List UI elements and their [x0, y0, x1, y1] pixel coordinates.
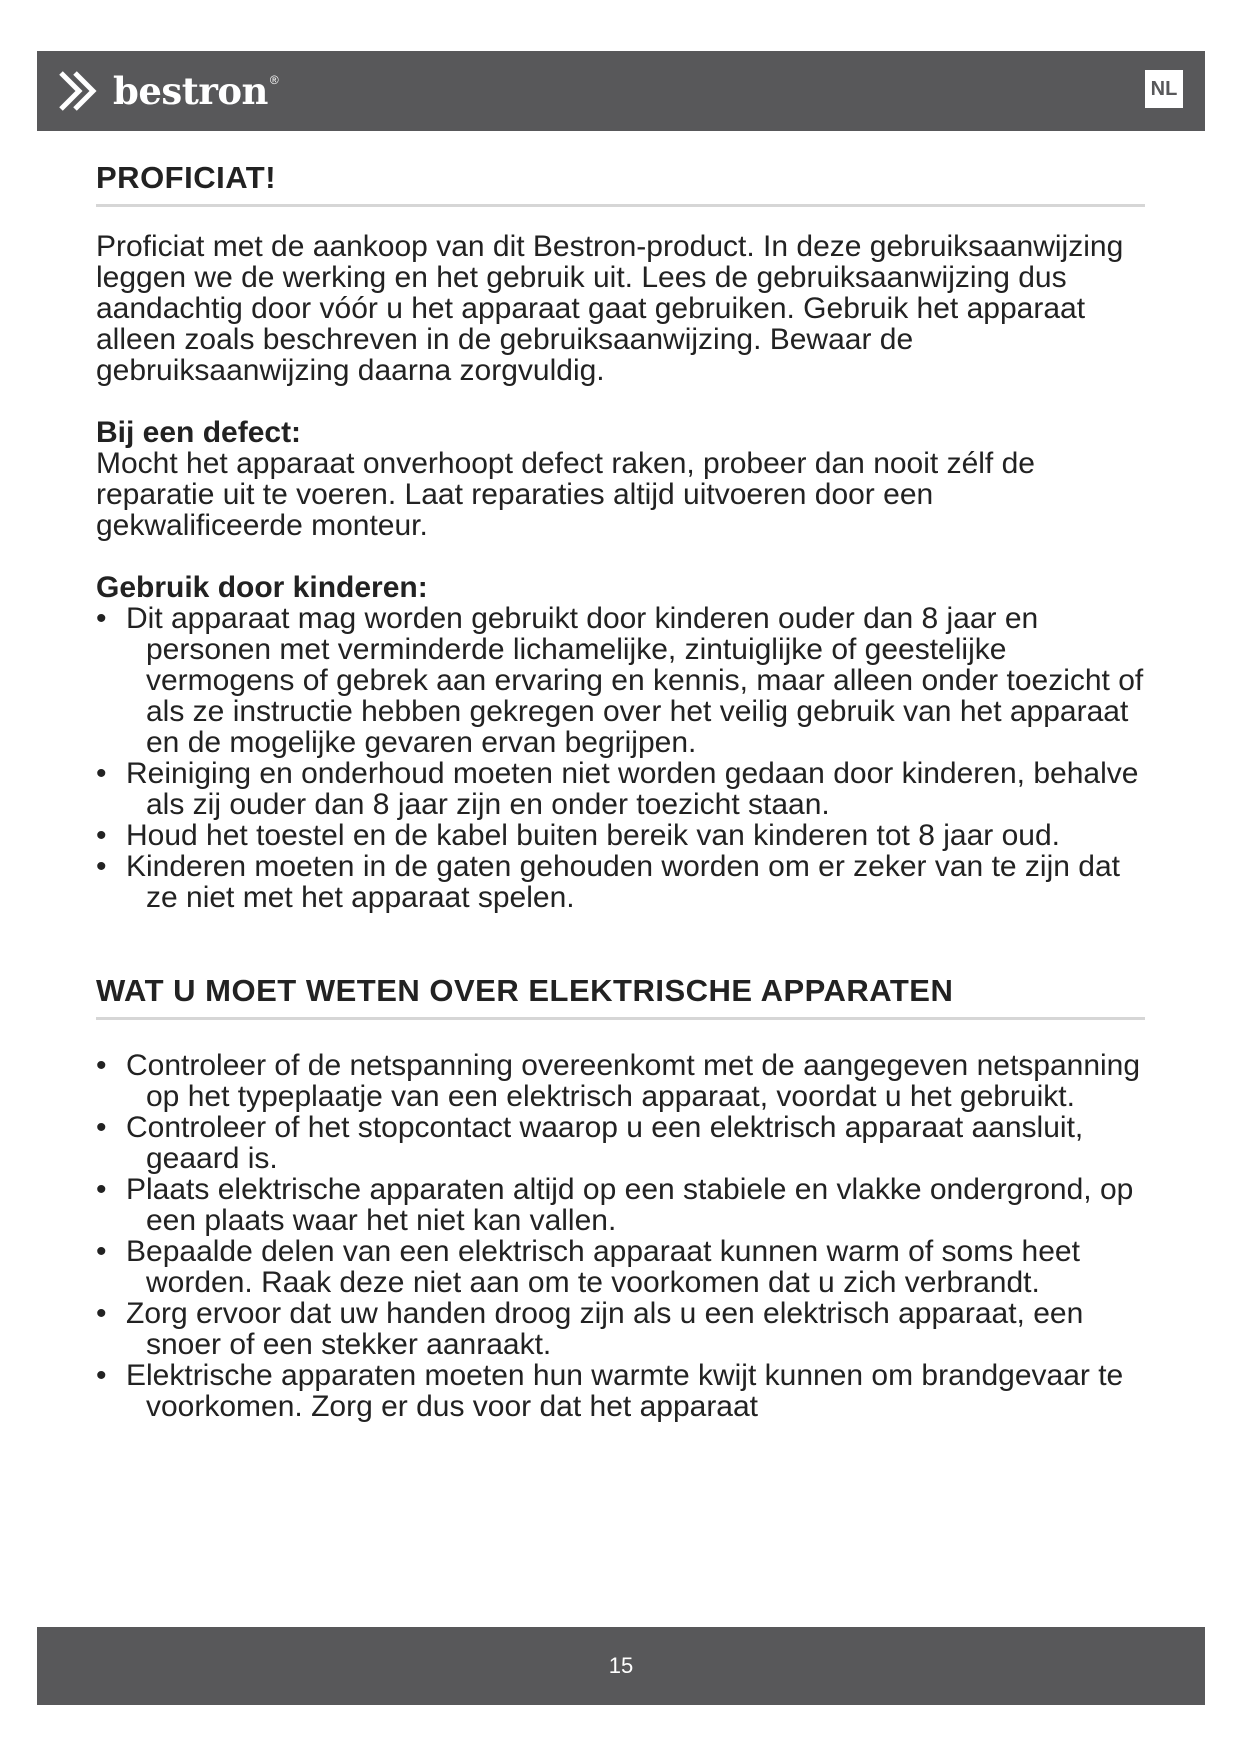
header-bar — [37, 51, 1205, 131]
bullet-icon: • — [96, 1235, 107, 1268]
bullet-icon: • — [96, 602, 107, 635]
list-item-text: Bepaalde delen van een elektrisch apparaat kunnen warm of soms heet worden. Raak deze niet aan om te voorkomen dat u zich verbrandt. — [126, 1235, 1080, 1299]
bullet-icon: • — [96, 1297, 107, 1330]
language-badge: NL — [1145, 70, 1183, 108]
electrical-section — [96, 973, 1146, 1422]
list-item-text: Plaats elektrische apparaten altijd op een stabiele en vlakke ondergrond, op een plaats waar het niet kan vallen. — [126, 1173, 1134, 1237]
list-item — [96, 603, 1146, 758]
list-item — [96, 1174, 1146, 1236]
electrical-list — [96, 1050, 1146, 1422]
section-title-electrical: WAT U MOET WETEN OVER ELEKTRISCHE APPARATEN — [96, 973, 1145, 1020]
list-item — [96, 851, 1146, 913]
list-item — [96, 758, 1146, 820]
list-item — [96, 1236, 1146, 1298]
double-chevron-icon — [57, 69, 103, 113]
list-item-text: Controleer of de netspanning overeenkomt met de aangegeven netspanning op het typeplaatje van een elektrisch apparaat, voordat u het gebruikt. — [126, 1049, 1141, 1113]
bullet-icon: • — [96, 757, 107, 790]
page-number: 15 — [608, 1653, 634, 1678]
children-heading: Gebruik door kinderen: — [96, 571, 428, 604]
list-item-text: Reiniging en onderhoud moeten niet worden gedaan door kinderen, behalve als zij ouder dan 8 jaar zijn en onder toezicht staan. — [126, 757, 1139, 821]
bullet-icon: • — [96, 1173, 107, 1206]
list-item — [96, 1050, 1146, 1112]
page-content — [96, 160, 1146, 1422]
bullet-icon: • — [96, 850, 107, 883]
list-item-text: Houd het toestel en de kabel buiten bereik van kinderen tot 8 jaar oud. — [126, 819, 1060, 852]
list-item — [96, 820, 1146, 851]
bullet-icon: • — [96, 819, 107, 852]
footer-bar — [37, 1627, 1205, 1705]
list-item-text: Controleer of het stopcontact waarop u een elektrisch apparaat aansluit, geaard is. — [126, 1111, 1084, 1175]
list-item — [96, 1112, 1146, 1174]
section-title-proficiat: PROFICIAT! — [96, 160, 1145, 207]
brand-logo — [57, 65, 279, 117]
list-item-text: Zorg ervoor dat uw handen droog zijn als u een elektrisch apparaat, een snoer of een stekker aanraakt. — [126, 1297, 1084, 1361]
defect-heading: Bij een defect: — [96, 416, 302, 449]
list-item-text: Elektrische apparaten moeten hun warmte kwijt kunnen om brandgevaar te voorkomen. Zorg er dus voor dat het apparaat — [126, 1359, 1124, 1423]
bullet-icon: • — [96, 1359, 107, 1392]
bullet-icon: • — [96, 1049, 107, 1082]
list-item — [96, 1360, 1146, 1422]
intro-paragraph: Proficiat met de aankoop van dit Bestron-product. In deze gebruiksaanwijzing leggen we de werking en het gebruik uit. Lees de gebruiksaanwijzing dus aandachtig door vóór u het apparaat gaat gebruiken. Gebruik het apparaat alleen zoals beschreven in de gebruiksaanwijzing. Bewaar de gebruiksaanwijzing daarna zorgvuldig. — [96, 230, 1124, 387]
list-item-text: Dit apparaat mag worden gebruikt door kinderen ouder dan 8 jaar en personen met verminderde lichamelijke, zintuiglijke of geestelijke vermogens of gebrek aan ervaring en kennis, maar alleen onder toezicht of als ze instructie hebben gekregen over het veilig gebruik van het apparaat en de mogelijke gevaren ervan begrijpen. — [126, 602, 1144, 759]
registered-mark: ® — [269, 73, 279, 87]
brand-name: bestron — [113, 68, 268, 113]
list-item — [96, 1298, 1146, 1360]
list-item-text: Kinderen moeten in de gaten gehouden worden om er zeker van te zijn dat ze niet met het apparaat spelen. — [126, 850, 1120, 914]
bullet-icon: • — [96, 1111, 107, 1144]
children-list — [96, 603, 1146, 913]
defect-paragraph: Mocht het apparaat onverhoopt defect raken, probeer dan nooit zélf de reparatie uit te voeren. Laat reparaties altijd uitvoeren door een gekwalificeerde monteur. — [96, 447, 1035, 542]
